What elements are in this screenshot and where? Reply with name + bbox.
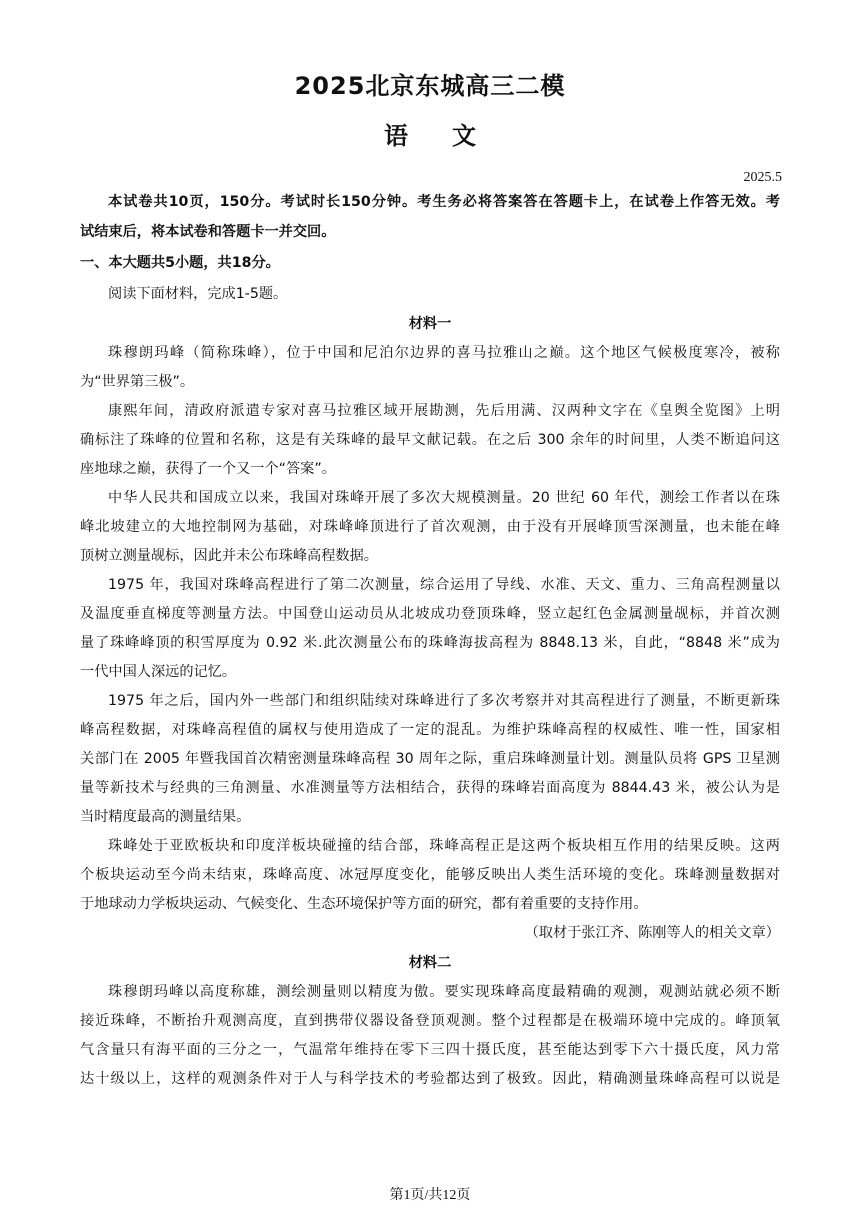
paragraph-line: 为“世界第三极”。 — [80, 374, 195, 390]
paragraph-line: 个板块运动至今尚未结束，珠峰高度、冰冠厚度变化，能够反映出人类生活环境的变化。珠峰测量数据对 — [80, 867, 780, 883]
paragraph-line: 座地球之巅，获得了一个又一个“答案”。 — [80, 461, 336, 477]
paragraph-line: 顶树立测量觇标，因此并未公布珠峰高程数据。 — [80, 548, 378, 564]
paragraph-line: 接近珠峰，不断抬升观测高度，直到携带仪器设备登顶观测。整个过程都是在极端环境中完成的。峰顶氧 — [80, 1013, 780, 1029]
page-footer: 第1页/共12页 — [389, 1188, 471, 1203]
paragraph-line: 峰高程数据，对珠峰高程值的属权与使用造成了一定的混乱。为维护珠峰高程的权威性、唯一性，国家相 — [80, 722, 780, 738]
paragraph-line: 当时精度最高的测量结果。 — [80, 809, 251, 825]
material-label: 材料一 — [408, 316, 452, 332]
source-citation: （取材于张江齐、陈刚等人的相关文章） — [524, 925, 780, 941]
paragraph-line: 1975 年之后，国内外一些部门和组织陆续对珠峰进行了多次考察并对其高程进行了测量，不断更新珠 — [108, 693, 780, 709]
paragraph-line: 及温度垂直梯度等测量方法。中国登山运动员从北坡成功登顶珠峰，竖立起红色金属测量觇标，并首次测 — [80, 606, 780, 622]
paragraph-line: 珠峰处于亚欧板块和印度洋板块碰撞的结合部，珠峰高程正是这两个板块相互作用的结果反映。这两 — [108, 838, 780, 854]
paragraph-line: 峰北坡建立的大地控制网为基础，对珠峰峰顶进行了首次观测，由于没有开展峰顶雪深测量，也未能在峰 — [80, 519, 780, 535]
material-label: 材料二 — [408, 955, 452, 971]
paragraph-line: 达十级以上，这样的观测条件对于人与科学技术的考验都达到了极致。因此，精确测量珠峰高程可以说是 — [80, 1071, 780, 1087]
paragraph-line: 于地球动力学板块运动、气候变化、生态环境保护等方面的研究，都有着重要的支持作用。 — [80, 896, 648, 912]
subject-title: 语文 — [384, 122, 520, 150]
section-heading: 一、本大题共5小题，共18分。 — [80, 255, 280, 271]
paragraph-line: 1975 年，我国对珠峰高程进行了第二次测量，综合运用了导线、水准、天文、重力、三角高程测量以 — [108, 577, 780, 593]
section-prompt: 阅读下面材料，完成1-5题。 — [108, 286, 288, 302]
paragraph-line: 量了珠峰峰顶的积雪厚度为 0.92 米.此次测量公布的珠峰海拔高程为 8848.13 米，自此，“8848 米”成为 — [80, 635, 780, 651]
paragraph-line: 珠穆朗玛峰以高度称雄，测绘测量则以精度为傲。要实现珠峰高度最精确的观测，观测站就必须不断 — [108, 984, 780, 1000]
paragraph-line: 一代中国人深远的记忆。 — [80, 664, 237, 680]
paragraph-line: 珠穆朗玛峰（简称珠峰），位于中国和尼泊尔边界的喜马拉雅山之巅。这个地区气候极度寒冷，被称 — [108, 345, 780, 361]
paragraph-line: 关部门在 2005 年暨我国首次精密测量珠峰高程 30 周年之际，重启珠峰测量计划。测量队员将 GPS 卫星测 — [80, 751, 780, 767]
paragraph-line: 中华人民共和国成立以来，我国对珠峰开展了多次大规模测量。20 世纪 60 年代，测绘工作者以在珠 — [108, 490, 780, 506]
exam-title: 2025北京东城高三二模 — [294, 72, 566, 100]
exam-date: 2025.5 — [743, 170, 782, 185]
paragraph-line: 康熙年间，清政府派遣专家对喜马拉雅区域开展勘测，先后用满、汉两种文字在《皇舆全览图》上明 — [108, 403, 780, 419]
instructions-line: 本试卷共10页，150分。考试时长150分钟。考生务必将答案答在答题卡上，在试卷上作答无效。考 — [108, 194, 780, 210]
paragraph-line: 气含量只有海平面的三分之一，气温常年维持在零下三四十摄氏度，甚至能达到零下六十摄氏度，风力常 — [80, 1042, 780, 1058]
paragraph-line: 量等新技术与经典的三角测量、水准测量等方法相结合，获得的珠峰岩面高度为 8844.43 米，被公认为是 — [80, 780, 780, 796]
instructions-line: 试结束后，将本试卷和答题卡一并交回。 — [80, 224, 336, 240]
paragraph-line: 确标注了珠峰的位置和名称，这是有关珠峰的最早文献记载。在之后 300 余年的时间里，人类不断追问这 — [80, 432, 780, 448]
